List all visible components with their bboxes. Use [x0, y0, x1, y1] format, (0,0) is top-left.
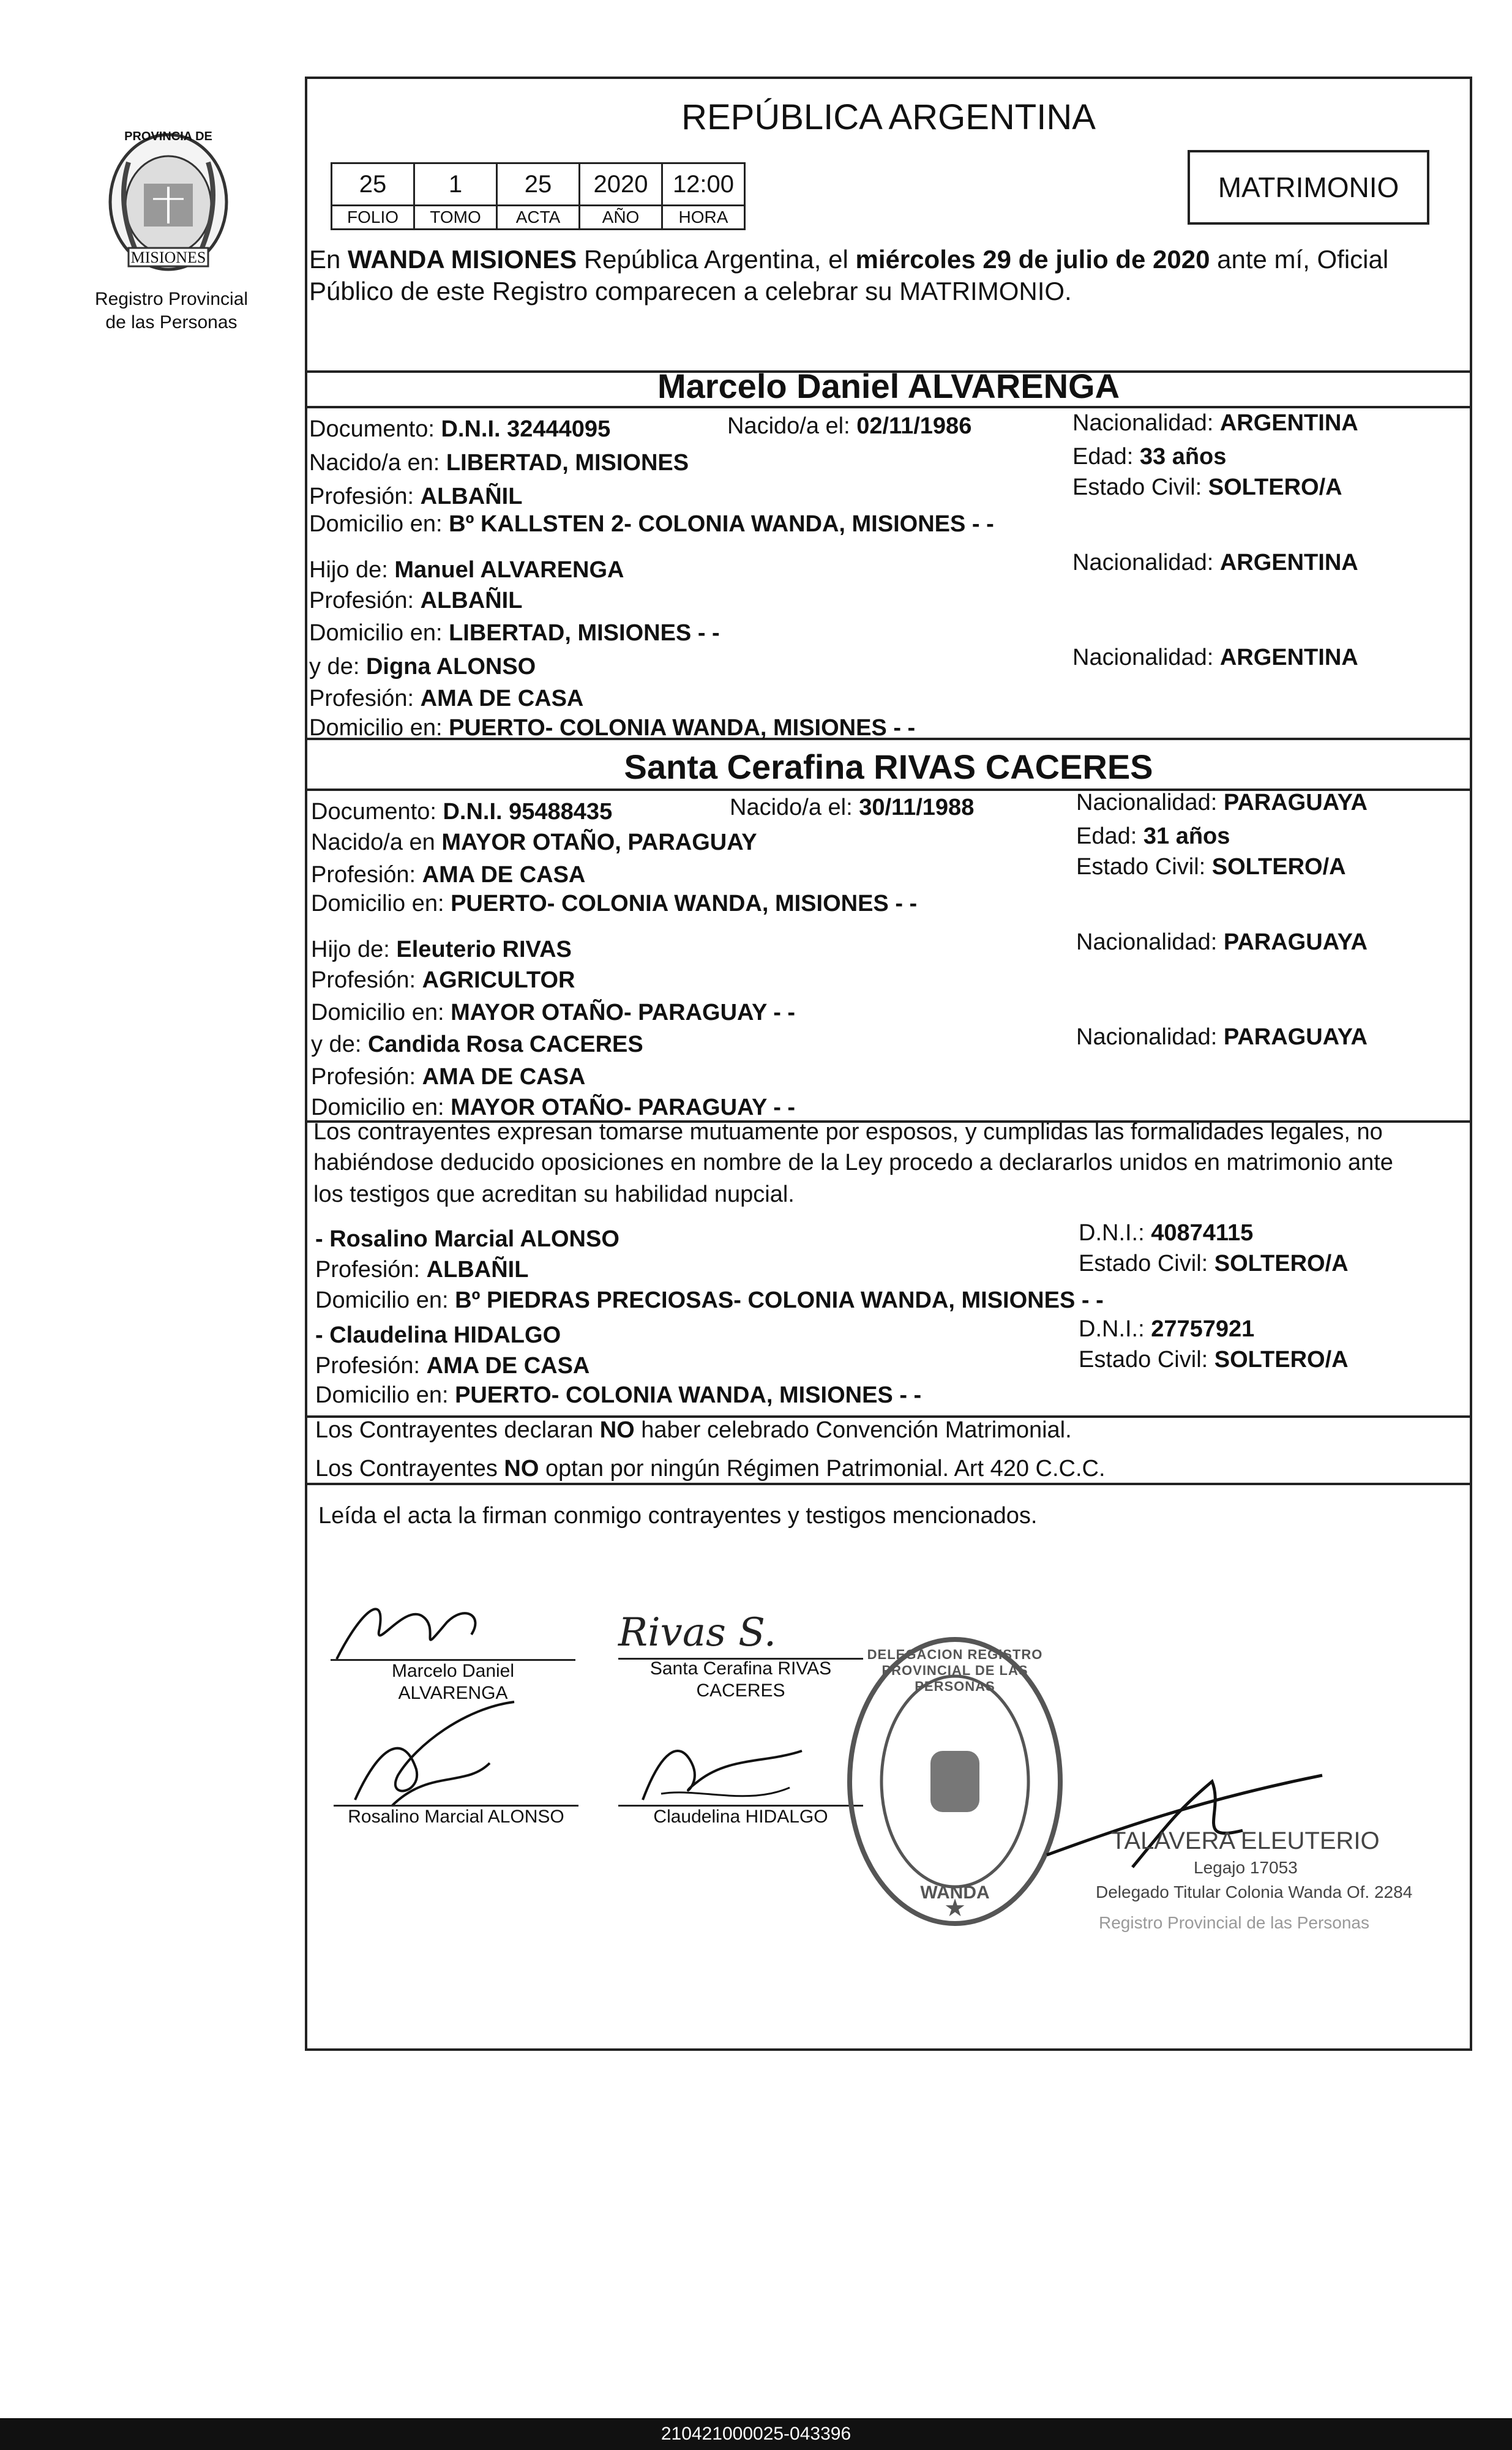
- spouse2-age: Edad: 31 años: [1076, 823, 1230, 849]
- spouse2-domicile: Domicilio en: PUERTO- COLONIA WANDA, MISIONES - -: [311, 891, 918, 916]
- declaration-line2: habiéndose deducido oposiciones en nombre de la Ley procedo a declararlos unidos en matrimonio ante: [313, 1150, 1393, 1175]
- registry-label-line2: de las Personas: [105, 312, 238, 332]
- spouse2-mother-profession: Profesión: AMA DE CASA: [311, 1064, 586, 1090]
- spouse1-domicile: Domicilio en: Bº KALLSTEN 2- COLONIA WANDA, MISIONES - -: [309, 511, 994, 537]
- spouse1-document: Documento: D.N.I. 32444095: [309, 416, 611, 442]
- spouse2-birthplace: Nacido/a en MAYOR OTAÑO, PARAGUAY: [311, 830, 757, 855]
- hora-label: HORA: [662, 206, 745, 230]
- intro-date: miércoles 29 de julio de 2020: [855, 245, 1210, 274]
- declaration-line1: Los contrayentes expresan tomarse mutuamente por esposos, y cumplidas las formalidades legales, no: [313, 1119, 1383, 1145]
- intro-place: WANDA MISIONES: [348, 245, 577, 274]
- spouse2-civil-status: Estado Civil: SOLTERO/A: [1076, 854, 1346, 880]
- spouse1-birthplace: Nacido/a en: LIBERTAD, MISIONES: [309, 450, 689, 476]
- registry-label-line1: Registro Provincial: [94, 289, 249, 309]
- spouse2-birthdate: Nacido/a el: 30/11/1988: [730, 795, 975, 820]
- spouse1-nationality: Nacionalidad: ARGENTINA: [1072, 410, 1358, 436]
- folio-label: FOLIO: [332, 206, 414, 230]
- witness2-dni: D.N.I.: 27757921: [1079, 1316, 1255, 1342]
- spouse2-father: Hijo de: Eleuterio RIVAS: [311, 937, 572, 962]
- witness1-civil-status: Estado Civil: SOLTERO/A: [1079, 1251, 1349, 1276]
- signature-rivas: Rivas S.: [618, 1610, 777, 1655]
- spouse2-father-profession: Profesión: AGRICULTOR: [311, 967, 575, 993]
- witness2-civil-status: Estado Civil: SOLTERO/A: [1079, 1347, 1349, 1373]
- divider: [305, 406, 1472, 408]
- seal-text-bottom: MISIONES: [130, 249, 206, 266]
- convention-line2: Los Contrayentes NO optan por ningún Régimen Patrimonial. Art 420 C.C.C.: [315, 1456, 1106, 1482]
- stamp-center-text: WANDA: [920, 1882, 990, 1903]
- intro-line1: En WANDA MISIONES República Argentina, el miércoles 29 de julio de 2020 ante mí, Oficial: [309, 245, 1389, 274]
- sig-label-spouse1: Marcelo Daniel ALVARENGA: [391, 1661, 515, 1703]
- tomo-value: 1: [414, 163, 497, 206]
- witness2-name: - Claudelina HIDALGO: [315, 1322, 561, 1348]
- spouse2-nationality: Nacionalidad: PARAGUAYA: [1076, 790, 1368, 815]
- signature-claudelina: [624, 1726, 820, 1812]
- spouse1-mother: y de: Digna ALONSO: [309, 654, 536, 680]
- ano-value: 2020: [580, 163, 662, 206]
- spouse2-father-nationality: Nacionalidad: PARAGUAYA: [1076, 929, 1368, 955]
- witness2-profession: Profesión: AMA DE CASA: [315, 1353, 590, 1379]
- spouse1-civil-status: Estado Civil: SOLTERO/A: [1072, 474, 1342, 500]
- registry-numbers-table: [331, 162, 746, 230]
- spouse2-mother: y de: Candida Rosa CACERES: [311, 1032, 643, 1057]
- tomo-label: TOMO: [414, 206, 497, 230]
- svg-text:★: ★: [944, 1895, 966, 1922]
- witness1-name: - Rosalino Marcial ALONSO: [315, 1226, 619, 1252]
- spouse2-mother-domicile: Domicilio en: MAYOR OTAÑO- PARAGUAY - -: [311, 1095, 796, 1120]
- spouse1-birthdate: Nacido/a el: 02/11/1986: [727, 413, 972, 439]
- spouse1-father-nationality: Nacionalidad: ARGENTINA: [1072, 550, 1358, 575]
- spouse2-document: Documento: D.N.I. 95488435: [311, 799, 613, 825]
- witness1-domicile: Domicilio en: Bº PIEDRAS PRECIOSAS- COLONIA WANDA, MISIONES - -: [315, 1287, 1104, 1313]
- footer-code-bar: 210421000025-043396: [0, 2418, 1512, 2450]
- ano-label: AÑO: [580, 206, 662, 230]
- act-type-box: MATRIMONIO: [1188, 150, 1429, 225]
- spouse1-profession: Profesión: ALBAÑIL: [309, 484, 523, 509]
- spouse1-father-domicile: Domicilio en: LIBERTAD, MISIONES - -: [309, 620, 720, 646]
- seal-text-top: PROVINCIA DE: [124, 130, 212, 143]
- spouse1-name: Marcelo Daniel ALVARENGA: [657, 367, 1120, 405]
- acta-label: ACTA: [497, 206, 580, 230]
- spouse2-mother-nationality: Nacionalidad: PARAGUAYA: [1076, 1024, 1368, 1050]
- spouse1-mother-nationality: Nacionalidad: ARGENTINA: [1072, 645, 1358, 670]
- witness2-domicile: Domicilio en: PUERTO- COLONIA WANDA, MISIONES - -: [315, 1382, 922, 1408]
- hora-value: 12:00: [662, 163, 745, 206]
- acta-value: 25: [497, 163, 580, 206]
- official-name: TALAVERA ELEUTERIO: [1111, 1827, 1380, 1854]
- spouse1-mother-profession: Profesión: AMA DE CASA: [309, 686, 584, 711]
- official-registry: Registro Provincial de las Personas: [1099, 1913, 1369, 1932]
- official-title: Delegado Titular Colonia Wanda Of. 2284: [1096, 1882, 1413, 1901]
- witness1-profession: Profesión: ALBAÑIL: [315, 1257, 529, 1283]
- sig-label-spouse2: Santa Cerafina RIVAS CACERES: [649, 1658, 832, 1701]
- folio-value: 25: [332, 163, 414, 206]
- spouse1-mother-domicile: Domicilio en: PUERTO- COLONIA WANDA, MISIONES - -: [309, 715, 916, 741]
- stamp-ring-text: DELEGACION REGISTRO PROVINCIAL DE LAS PERSONAS: [867, 1647, 1043, 1694]
- sig-label-witness2: Claudelina HIDALGO: [653, 1807, 828, 1827]
- divider: [305, 1483, 1472, 1485]
- spouse2-father-domicile: Domicilio en: MAYOR OTAÑO- PARAGUAY - -: [311, 1000, 796, 1025]
- closing-statement: Leída el acta la firman conmigo contrayentes y testigos mencionados.: [318, 1503, 1038, 1529]
- spouse1-father: Hijo de: Manuel ALVARENGA: [309, 557, 624, 583]
- country-title: REPÚBLICA ARGENTINA: [681, 97, 1096, 137]
- convention-line1: Los Contrayentes declaran NO haber celebrado Convención Matrimonial.: [315, 1417, 1072, 1443]
- declaration-line3: los testigos que acreditan su habilidad nupcial.: [313, 1182, 795, 1207]
- intro-line2: Público de este Registro comparecen a celebrar su MATRIMONIO.: [309, 277, 1072, 305]
- spouse2-name: Santa Cerafina RIVAS CACERES: [624, 747, 1153, 786]
- spouse2-profession: Profesión: AMA DE CASA: [311, 862, 586, 888]
- signature-rosalino: [331, 1696, 533, 1818]
- spouse1-age: Edad: 33 años: [1072, 444, 1227, 470]
- witness1-dni: D.N.I.: 40874115: [1079, 1220, 1254, 1246]
- official-legajo: Legajo 17053: [1194, 1858, 1298, 1877]
- spouse1-father-profession: Profesión: ALBAÑIL: [309, 588, 523, 613]
- sig-label-witness1: Rosalino Marcial ALONSO: [348, 1807, 564, 1827]
